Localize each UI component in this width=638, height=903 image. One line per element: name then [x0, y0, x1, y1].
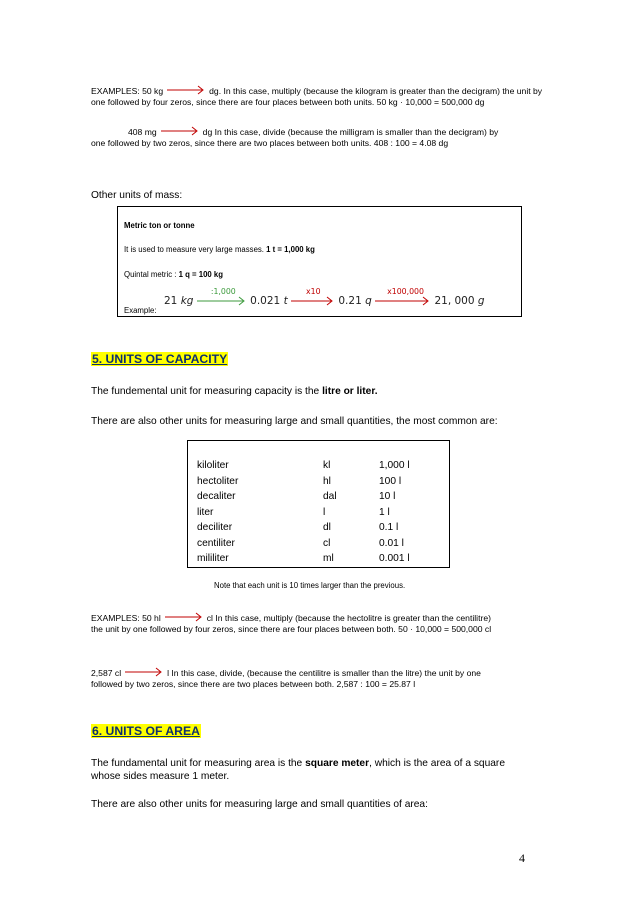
unit-name: centiliter [197, 537, 235, 549]
unit-value: 0.001 l [379, 553, 410, 565]
capacity-intro-text: The fundemental unit for measuring capacity is the [91, 386, 320, 397]
chain-value-3: 0.21 [338, 295, 362, 307]
capacity-example-1-line2: the unit by one followed by four zeros, since there are four places between both. 50 · 10,000 = 500,000 cl [91, 624, 492, 634]
area-intro-rest: , which is the area of a square [369, 758, 505, 769]
page-number: 4 [519, 851, 525, 865]
chain-unit-2: t [283, 295, 288, 307]
chain-unit-4: g [477, 295, 485, 307]
capacity-units-box [187, 440, 450, 568]
unit-value: 0.1 l [379, 522, 399, 534]
chain-value-1: 21 [164, 295, 178, 307]
capacity-example-2 [91, 668, 549, 690]
unit-symbol: l [323, 506, 326, 518]
capacity-intro [91, 385, 378, 398]
unit-value: 100 l [379, 475, 402, 487]
unit-value: 1 l [379, 506, 390, 518]
unit-value: 10 l [379, 491, 396, 503]
mass-example-2-rest: dg In this case, divide (because the milligram is smaller than the decigram) by [202, 127, 499, 137]
example-label: Example: [124, 306, 157, 315]
capacity-heading-text: 5. UNITS OF CAPACITY [92, 352, 228, 366]
arrow-icon [124, 669, 164, 679]
chain-value-2: 0.021 [250, 295, 281, 307]
area-intro-line2: whose sides measure 1 meter. [91, 771, 230, 782]
table-row [197, 505, 447, 521]
table-row [197, 551, 447, 567]
area-heading [91, 724, 201, 738]
capacity-example-1-prefix: EXAMPLES: 50 hl [91, 613, 161, 623]
unit-name: hectoliter [197, 475, 239, 487]
unit-value: 0.01 l [379, 537, 404, 549]
arrow-icon [160, 128, 200, 138]
chain-arrow-1 [197, 287, 247, 307]
metric-ton-line1 [124, 245, 315, 254]
mass-example-2-line2: one followed by two zeros, since there are two places between both units. 408 : 100 = 4.08 dg [91, 138, 449, 148]
quintal-text: Quintal metric : [124, 270, 177, 279]
capacity-intro-bold: litre or liter. [322, 386, 378, 397]
chain-value-4: 21, 000 [434, 295, 475, 307]
metric-ton-box [117, 206, 522, 317]
chain-op-3: x100,000 [387, 287, 424, 296]
capacity-example-2-prefix: 2,587 cl [91, 668, 122, 678]
unit-name: kiloliter [197, 460, 229, 472]
mass-example-1-line2: one followed by four zeros, since there are four places between both units. 50 kg · 10,000 = 500,000 dg [91, 97, 485, 107]
unit-name: decaliter [197, 491, 236, 503]
capacity-example-2-line2: followed by two zeros, since there are two places between both. 2,587 : 100 = 25.87 l [91, 679, 416, 689]
capacity-heading [91, 352, 228, 366]
mass-example-1-rest: dg. In this case, multiply (because the kilogram is greater than the decigram) the unit by [209, 86, 543, 96]
capacity-note: Note that each unit is 10 times larger than the previous. [214, 581, 406, 590]
unit-symbol: dl [323, 522, 331, 534]
arrow-icon [164, 614, 204, 624]
mass-example-1-prefix: EXAMPLES: 50 kg [91, 86, 164, 96]
chain-op-1: :1,000 [210, 287, 236, 296]
conversion-chain [164, 287, 485, 307]
capacity-others: There are also other units for measuring large and small quantities, the most common are: [91, 416, 498, 427]
metric-ton-line1-text: It is used to measure very large masses. [124, 245, 264, 254]
quintal-line [124, 270, 223, 279]
capacity-example-1 [91, 613, 549, 635]
area-intro-text: The fundamental unit for measuring area is the [91, 758, 303, 769]
area-intro [91, 757, 551, 783]
capacity-example-1-rest: cl In this case, multiply (because the hectolitre is greater than the centilitre) [206, 613, 491, 623]
unit-name: liter [197, 506, 214, 518]
unit-symbol: kl [323, 460, 331, 472]
chain-op-2: x10 [306, 287, 321, 296]
area-heading-text: 6. UNITS OF AREA [92, 724, 200, 738]
table-row [197, 474, 447, 490]
table-row [197, 536, 447, 552]
capacity-units-table [197, 458, 447, 567]
chain-arrow-3 [375, 287, 431, 307]
arrow-icon [166, 87, 206, 97]
unit-value: 1,000 l [379, 460, 410, 472]
area-others: There are also other units for measuring large and small quantities of area: [91, 799, 428, 810]
chain-arrow-2 [291, 287, 335, 307]
chain-unit-3: q [365, 295, 372, 307]
table-row [197, 489, 447, 505]
mass-example-1 [91, 86, 549, 108]
other-units-title: Other units of mass: [91, 190, 183, 201]
capacity-example-2-rest: l In this case, divide, (because the centilitre is smaller than the litre) the unit by one [167, 668, 481, 678]
table-row [197, 458, 447, 474]
metric-ton-title: Metric ton or tonne [124, 221, 195, 230]
mass-example-2 [91, 127, 549, 149]
table-row [197, 520, 447, 536]
unit-symbol: dal [323, 491, 337, 503]
unit-name: mililiter [197, 553, 229, 565]
metric-ton-line1-bold: 1 t = 1,000 kg [266, 245, 315, 254]
quintal-bold: 1 q = 100 kg [178, 270, 224, 279]
area-intro-bold: square meter [305, 758, 370, 769]
chain-unit-1: kg [180, 295, 194, 307]
unit-symbol: ml [323, 553, 334, 565]
unit-symbol: cl [323, 537, 331, 549]
unit-symbol: hl [323, 475, 331, 487]
mass-example-2-prefix: 408 mg [128, 127, 157, 137]
unit-name: deciliter [197, 522, 233, 534]
